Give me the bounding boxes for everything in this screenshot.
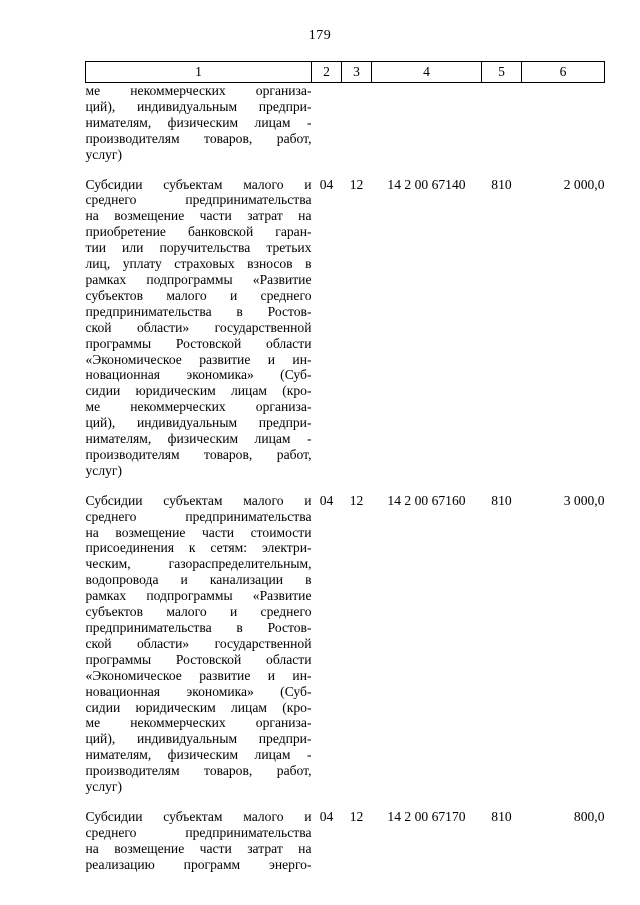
row-description [86,83,312,177]
description-line: программы Ростовской области [85,335,312,351]
description-line: приобретение банковской гаран- [85,224,312,240]
description-line: на возмещение части затрат на [85,840,312,856]
row-expense-type-code: 810 [491,808,512,824]
description-line: субъектов малого и среднего [85,287,312,303]
row-amount: 800,0 [573,808,605,824]
description-line: новационная экономика» (Суб- [85,683,312,699]
description-line: рамках подпрограммы «Развитие [85,588,312,604]
description-line: ций), индивидуальным предпри- [85,731,312,747]
column-header-4: 4 [372,62,482,83]
column-header-1: 1 [86,62,312,83]
description-line: рамках подпрограммы «Развитие [85,271,312,287]
description-line: нимателям, физическим лицам - [85,747,312,763]
description-line: производителям товаров, работ, [85,130,312,146]
row-amount [522,83,605,177]
row-subsection-code: 12 [349,492,364,508]
row-expense-type-code: 810 [491,492,512,508]
column-header-6: 6 [522,62,605,83]
description-line: производителям товаров, работ, [85,446,312,462]
description-line: ций), индивидуальным предпри- [85,415,312,431]
description-line: услуг) [85,779,123,795]
description-line: водопровода и канализации в [85,572,312,588]
description-line: новационная экономика» (Суб- [85,367,312,383]
description-line: субъектов малого и среднего [85,604,312,620]
row-description [86,493,312,809]
description-line: присоединения к сетям: электри- [85,540,312,556]
description-line: услуг) [85,146,123,162]
description-line: среднего предпринимательства [85,192,312,208]
description-line: Субсидии субъектам малого и [85,492,312,508]
description-line: тии или поручительства третьих [85,240,312,256]
table-body [86,83,605,887]
description-line: услуг) [85,462,123,478]
description-line: Субсидии субъектам малого и [85,176,312,192]
page-number: 179 [308,28,332,43]
column-header-3: 3 [342,62,372,83]
description-line: среднего предпринимательства [85,508,312,524]
row-expense-type-code [482,83,522,177]
description-line: предпринимательства в Ростов- [85,620,312,635]
row-subsection-code: 12 [349,808,364,824]
row-subsection-code: 12 [349,176,364,192]
description-line: реализацию программ энерго- [85,856,312,872]
row-target-code: 14 2 00 67170 [387,808,466,824]
table-header-row [86,62,605,83]
row-target-code: 14 2 00 67160 [387,492,466,508]
description-line: среднего предпринимательства [85,824,312,840]
row-target-code: 14 2 00 67140 [387,176,466,192]
table-row [86,809,605,887]
description-line: нимателям, физическим лицам - [85,431,312,447]
description-line: ской области» государственной [85,635,312,651]
description-line: программы Ростовской области [85,651,312,667]
row-amount: 3 000,0 [563,492,605,508]
row-expense-type-code: 810 [491,176,512,192]
table-row [86,83,605,177]
table-row [86,493,605,809]
row-section-code: 04 [319,492,334,508]
description-line: ческим, газораспределительным, [85,556,312,572]
description-line: ме некоммерческих организа- [85,715,312,731]
row-section-code: 04 [319,808,334,824]
description-line: на возмещение части затрат на [85,208,312,224]
row-description [86,809,312,887]
description-line: на возмещение части стоимости [85,524,312,540]
description-line: нимателям, физическим лицам - [85,114,312,130]
row-amount: 2 000,0 [563,176,605,192]
description-line: лиц, уплату страховых взносов в [85,256,312,272]
row-section-code: 04 [319,176,334,192]
row-description [86,177,312,493]
description-line: ме некоммерческих организа- [85,399,312,415]
description-line: предпринимательства в Ростов- [85,303,312,319]
description-line: Субсидии субъектам малого и [85,808,312,824]
description-line: ской области» государственной [85,319,312,335]
column-header-5: 5 [482,62,522,83]
description-line: ме некоммерческих организа- [85,83,312,98]
description-line: сидии юридическим лицам (кро- [85,383,312,399]
row-subsection-code [342,83,372,177]
budget-table [85,61,605,887]
description-line: ций), индивидуальным предпри- [85,98,312,114]
description-line: сидии юридическим лицам (кро- [85,699,312,715]
row-section-code [312,83,342,177]
table-row [86,177,605,493]
description-line: «Экономическое развитие и ин- [85,667,312,683]
row-target-code [372,83,482,177]
description-line: производителям товаров, работ, [85,763,312,779]
description-line: «Экономическое развитие и ин- [85,351,312,367]
column-header-2: 2 [312,62,342,83]
